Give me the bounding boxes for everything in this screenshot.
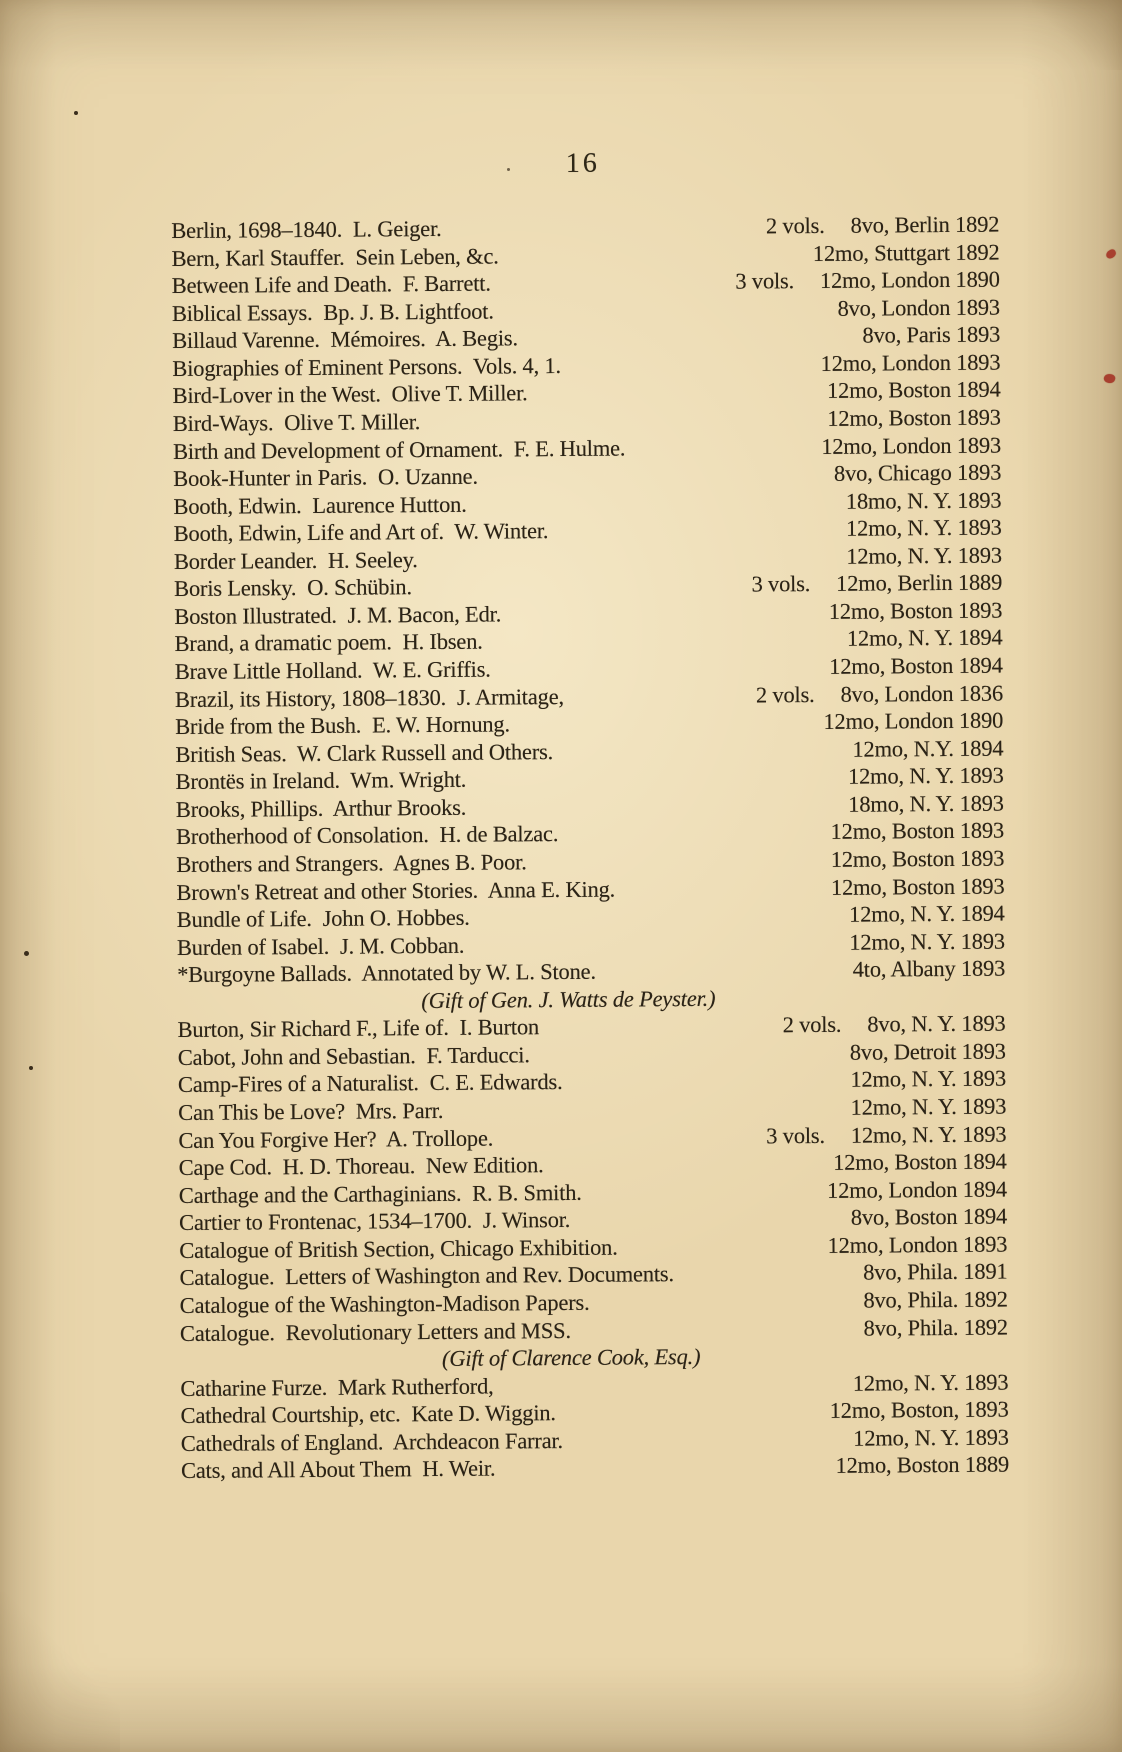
- page-number: 16: [565, 147, 600, 179]
- entry-title: *Burgoyne Ballads. Annotated by W. L. Stone.: [177, 958, 596, 988]
- entry-title: Biblical Essays. Bp. J. B. Lightfoot.: [171, 298, 494, 326]
- entry-spacer: [412, 592, 752, 595]
- entry-spacer: [420, 426, 827, 429]
- entry-title: Between Life and Death. F. Barrett.: [171, 270, 491, 299]
- entry-imprint: 12mo, London 1893: [827, 1231, 1008, 1258]
- entry-spacer: [570, 1225, 851, 1227]
- entry-spacer: [491, 289, 736, 291]
- entry-imprint: 12mo, London 1890: [823, 707, 1004, 735]
- entry-spacer: [674, 1280, 863, 1281]
- entry-spacer: [590, 1308, 864, 1310]
- entry-imprint: 12mo, Boston 1893: [830, 873, 1005, 900]
- entry-title: Carthage and the Carthaginians. R. B. Smith.: [178, 1179, 582, 1208]
- entry-spacer: [478, 481, 834, 484]
- entry-title: Brand, a dramatic poem. H. Ibsen.: [174, 629, 483, 657]
- entry-title: Cathedral Courtship, etc. Kate D. Wiggin.: [180, 1400, 556, 1429]
- entry-title: Burden of Isabel. J. M. Cobban.: [176, 932, 465, 960]
- entry-spacer: [443, 1115, 850, 1118]
- entry-spacer: [499, 261, 813, 263]
- entry-title: Catalogue of the Washington-Madison Papers.: [179, 1289, 590, 1318]
- entry-title: Brontës in Ireland. Wm. Wright.: [175, 766, 467, 795]
- entry-title: Book-Hunter in Paris. O. Uzanne.: [173, 463, 478, 492]
- entry-imprint: 12mo, London 1890: [819, 266, 1000, 294]
- entry-imprint: 12mo, Boston 1893: [830, 817, 1005, 845]
- entry-spacer: [528, 398, 828, 400]
- entry-imprint: 8vo, Berlin 1892: [850, 211, 1000, 238]
- entry-imprint: 12mo, N. Y. 1893: [847, 762, 1004, 789]
- entry-spacer: [466, 812, 848, 815]
- entry-title: Bird-Ways. Olive T. Miller.: [172, 409, 421, 436]
- entry-imprint: 12mo, Boston 1893: [828, 597, 1003, 624]
- entry-title: Birth and Development of Ornament. F. E. Hulme.: [172, 434, 626, 464]
- entry-title: Can This be Love? Mrs. Parr.: [178, 1097, 444, 1126]
- entry-spacer: [548, 536, 846, 538]
- entry-title: Can You Forgive Her? A. Trollope.: [178, 1125, 494, 1153]
- entry-spacer: [518, 343, 863, 346]
- entry-spacer: [563, 1445, 853, 1447]
- entry-title: Burton, Sir Richard F., Life of. I. Burton: [177, 1014, 540, 1043]
- entry-imprint: 12mo, Stuttgart 1892: [812, 239, 1000, 266]
- entry-spacer: [564, 702, 756, 704]
- entry-title: Catalogue of British Section, Chicago Exhibition.: [179, 1234, 618, 1263]
- entry-imprint: 8vo, N. Y. 1893: [867, 1010, 1006, 1037]
- entry-title: Bundle of Life. John O. Hobbes.: [176, 904, 470, 933]
- entry-title: Catharine Furze. Mark Rutherford,: [180, 1373, 494, 1401]
- entry-spacer: [470, 922, 849, 925]
- entry-imprint: 12mo, N. Y. 1893: [845, 514, 1002, 541]
- entry-title: Billaud Varenne. Mémoires. A. Begis.: [172, 325, 518, 354]
- entry-title: Cathedrals of England. Archdeacon Farrar.: [180, 1427, 563, 1456]
- entry-imprint: 12mo, Boston 1894: [833, 1148, 1007, 1176]
- entry-imprint: 8vo, Phila. 1891: [863, 1258, 1008, 1286]
- entry-imprint: 12mo, N. Y. 1893: [853, 1424, 1009, 1451]
- entry-volumes: 2 vols.: [782, 1012, 842, 1038]
- entry-imprint: 8vo, Paris 1893: [862, 321, 1001, 348]
- entry-imprint: 12mo, N. Y. 1894: [849, 900, 1005, 927]
- entry-volumes: 2 vols.: [755, 681, 815, 708]
- entry-imprint: 8vo, Phila. 1892: [863, 1314, 1009, 1341]
- entry-title: Boris Lensky. O. Schübin.: [174, 574, 412, 602]
- entry-imprint: 12mo, London 1893: [821, 432, 1002, 459]
- entry-volumes: 2 vols.: [765, 212, 825, 239]
- entry-title: Bride from the Bush. E. W. Hornung.: [175, 711, 510, 740]
- entry-imprint: 12mo, London 1893: [820, 349, 1001, 376]
- entry-title: British Seas. W. Clark Russell and Others.: [175, 738, 554, 767]
- entry-imprint: 12mo, N. Y. 1893: [852, 1369, 1009, 1396]
- entry-imprint: 8vo, Boston 1894: [850, 1203, 1008, 1230]
- gift-note: (Gift of Gen. J. Watts de Peyster.): [421, 985, 716, 1013]
- entry-title: Camp-Fires of a Naturalist. C. E. Edwards.: [177, 1069, 563, 1098]
- entry-volumes: 3 vols.: [751, 571, 811, 597]
- catalog-entry-row: [181, 1451, 1009, 1485]
- entry-spacer: [544, 1170, 834, 1172]
- entry-imprint: 8vo, London 1836: [840, 680, 1004, 707]
- entry-spacer: [467, 508, 846, 511]
- entry-spacer: [539, 1033, 783, 1035]
- entry-title: Brotherhood of Consolation. H. de Balzac.: [175, 821, 559, 850]
- entry-spacer: [442, 233, 766, 236]
- entry-imprint: 18mo, N. Y. 1893: [845, 487, 1002, 514]
- entry-imprint: 8vo, London 1893: [837, 294, 1001, 321]
- ink-speck: [507, 168, 510, 171]
- entry-title: Boston Illustrated. J. M. Bacon, Edr.: [174, 601, 502, 629]
- entry-spacer: [527, 867, 831, 869]
- entry-spacer: [494, 1390, 853, 1393]
- entry-spacer: [563, 1087, 851, 1089]
- entry-spacer: [501, 619, 829, 622]
- entry-spacer: [615, 894, 831, 896]
- catalog-entry-list: [171, 211, 1009, 1485]
- entry-title: Catalogue. Letters of Washington and Rev. Documents.: [179, 1261, 674, 1291]
- entry-imprint: 12mo, N. Y. 1893: [846, 542, 1002, 569]
- entry-title: Berlin, 1698–1840. L. Geiger.: [171, 215, 442, 244]
- entry-spacer: [561, 371, 821, 373]
- entry-spacer: [495, 1473, 835, 1476]
- entry-imprint: 12mo, N.Y. 1894: [852, 735, 1004, 762]
- entry-imprint: 12mo, Boston, 1893: [829, 1396, 1009, 1424]
- ink-speck: [74, 111, 78, 115]
- entry-title: Bird-Lover in the West. Olive T. Miller.: [172, 380, 528, 409]
- entry-spacer: [556, 1418, 830, 1420]
- entry-title: Cabot, John and Sebastian. F. Tarducci.: [177, 1042, 530, 1070]
- entry-title: Border Leander. H. Seeley.: [173, 546, 418, 574]
- entry-spacer: [491, 674, 830, 677]
- ink-speck: [29, 1066, 33, 1070]
- entry-spacer: [483, 646, 847, 649]
- entry-title: Brothers and Strangers. Agnes B. Poor.: [176, 849, 527, 877]
- entry-imprint: 12mo, N. Y. 1893: [849, 928, 1005, 955]
- gift-note: (Gift of Clarence Cook, Esq.): [441, 1343, 701, 1372]
- entry-title: Brooks, Phillips. Arthur Brooks.: [175, 794, 467, 822]
- entry-title: Brazil, its History, 1808–1830. J. Armitage,: [174, 683, 564, 712]
- entry-spacer: [530, 1060, 850, 1063]
- entry-title: Brave Little Holland. W. E. Griffis.: [174, 656, 491, 685]
- entry-imprint: 12mo, Boston 1889: [835, 1451, 1010, 1479]
- entry-title: Cape Cod. H. D. Thoreau. New Edition.: [178, 1152, 544, 1181]
- entry-spacer: [558, 839, 830, 841]
- entry-imprint: 12mo, London 1894: [827, 1176, 1007, 1203]
- entry-imprint: 12mo, Boston 1894: [826, 376, 1001, 404]
- entry-spacer: [510, 729, 824, 731]
- entry-title: Booth, Edwin. Laurence Hutton.: [173, 491, 467, 519]
- entry-imprint: 12mo, N. Y. 1893: [850, 1093, 1007, 1120]
- entry-spacer: [618, 1253, 828, 1255]
- entry-spacer: [466, 784, 848, 787]
- entry-spacer: [494, 316, 838, 319]
- entry-spacer: [596, 977, 853, 979]
- entry-title: Cartier to Frontenac, 1534–1700. J. Winsor.: [178, 1207, 571, 1236]
- entry-imprint: 12mo, Berlin 1889: [836, 569, 1003, 597]
- ink-speck: [24, 951, 29, 956]
- entry-imprint: 8vo, Chicago 1893: [833, 459, 1002, 486]
- entry-imprint: 12mo, N. Y. 1893: [850, 1065, 1007, 1093]
- entry-spacer: [582, 1198, 827, 1200]
- entry-volumes: 3 vols.: [766, 1122, 825, 1148]
- entry-spacer: [493, 1143, 766, 1145]
- entry-imprint: 12mo, N. Y. 1894: [846, 624, 1003, 652]
- entry-spacer: [571, 1335, 864, 1337]
- entry-spacer: [418, 564, 847, 567]
- entry-spacer: [464, 949, 849, 952]
- entry-title: Cats, and All About Them H. Weir.: [180, 1455, 496, 1484]
- entry-imprint: 12mo, Boston 1893: [827, 404, 1001, 431]
- entry-title: Bern, Karl Stauffer. Sein Leben, &c.: [171, 243, 499, 271]
- entry-imprint: 12mo, Boston 1894: [829, 652, 1003, 679]
- entry-imprint: 18mo, N. Y. 1893: [848, 790, 1004, 817]
- entry-spacer: [553, 756, 852, 758]
- entry-volumes: 3 vols.: [735, 268, 795, 294]
- entry-imprint: 12mo, Boston 1893: [830, 845, 1005, 872]
- entry-imprint: 4to, Albany 1893: [852, 955, 1006, 982]
- entry-imprint: 8vo, Phila. 1892: [863, 1286, 1008, 1313]
- entry-title: Booth, Edwin, Life and Art of. W. Winter.: [173, 518, 549, 547]
- entry-imprint: 12mo, N. Y. 1893: [850, 1121, 1007, 1148]
- entry-title: Catalogue. Revolutionary Letters and MSS.: [179, 1317, 571, 1346]
- entry-title: Brown's Retreat and other Stories. Anna E. King.: [176, 876, 616, 905]
- entry-imprint: 8vo, Detroit 1893: [849, 1038, 1006, 1065]
- entry-spacer: [625, 453, 821, 455]
- entry-title: Biographies of Eminent Persons. Vols. 4, 1.: [172, 352, 561, 381]
